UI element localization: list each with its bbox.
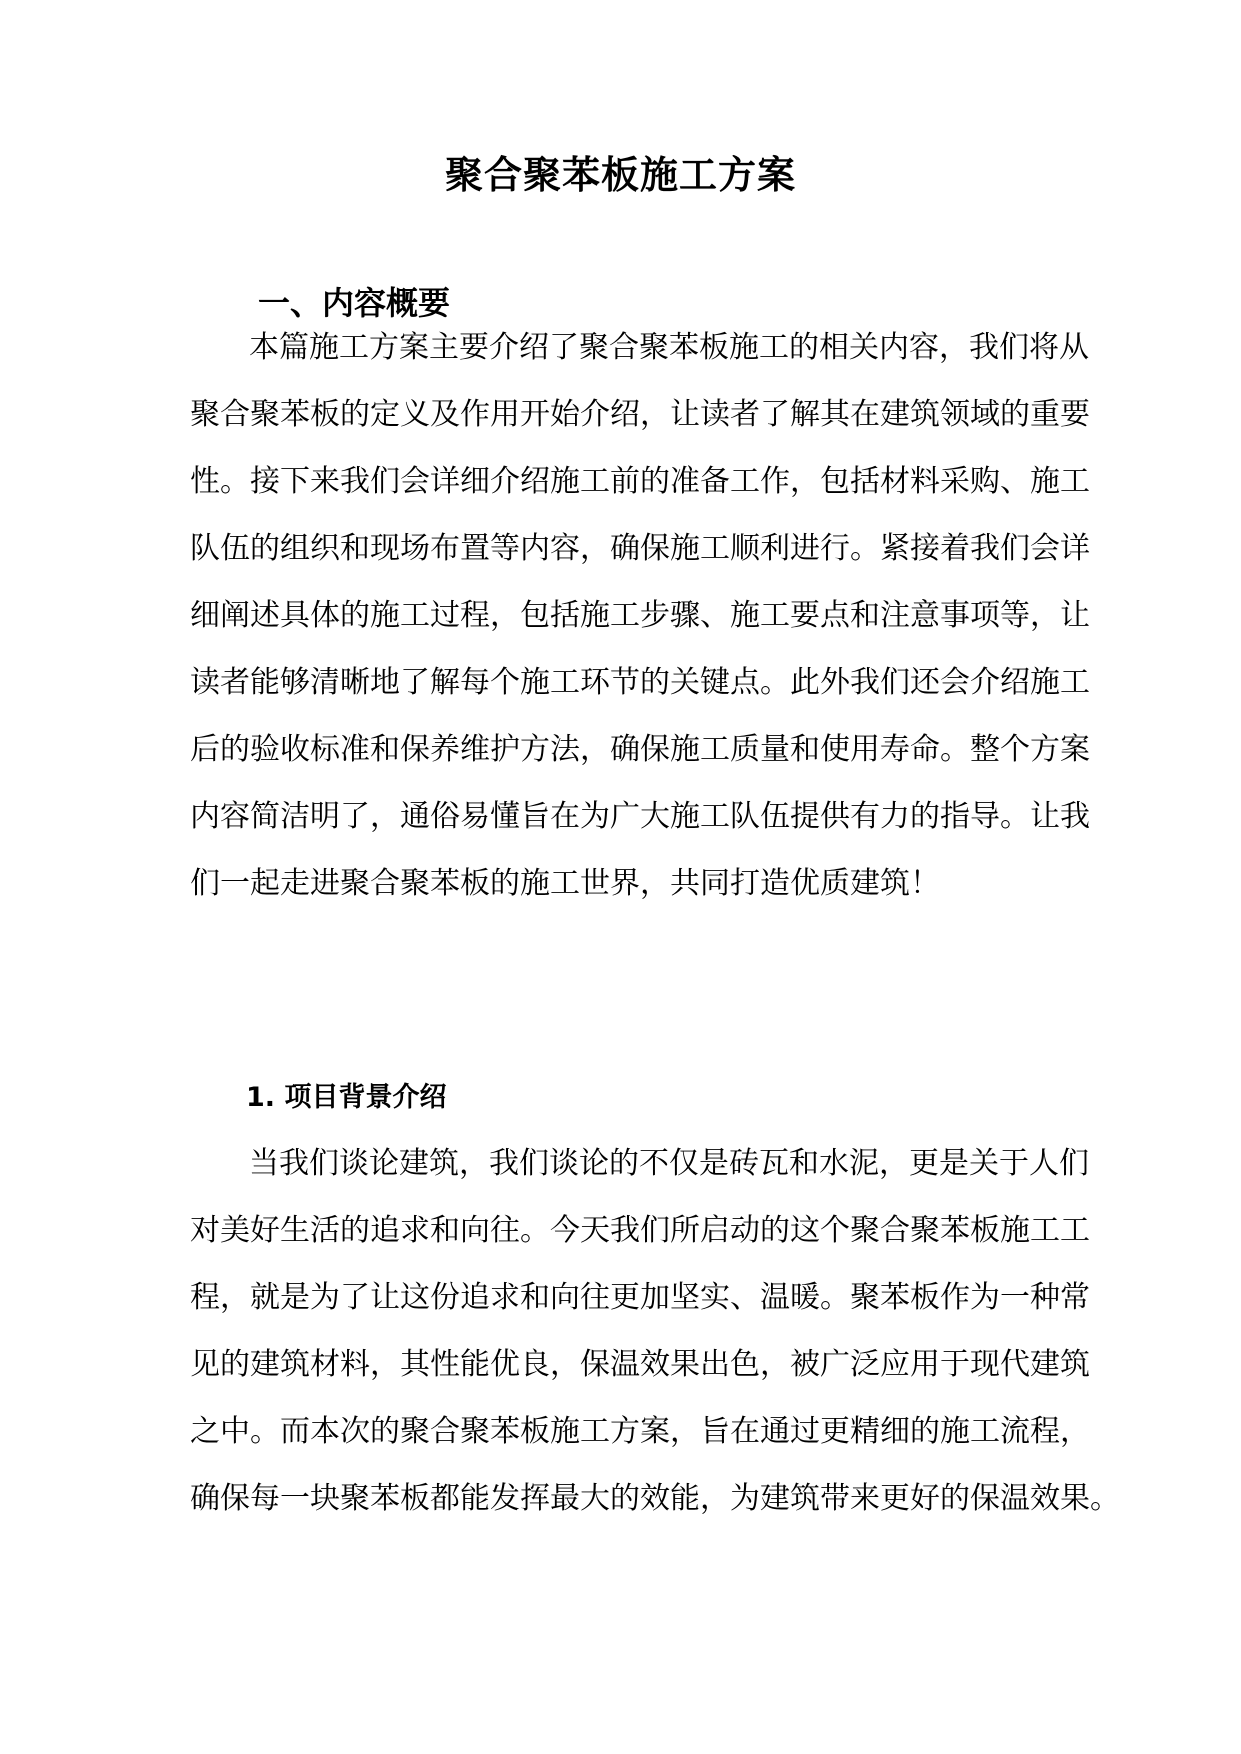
section-heading-summary: 一、内容概要 — [258, 284, 451, 322]
paragraph-line: 程，就是为了让这份追求和向往更加坚实、温暖。聚苯板作为一种常 — [190, 1280, 1090, 1315]
paragraph-line: 内容简洁明了，通俗易懂旨在为广大施工队伍提供有力的指导。让我 — [190, 799, 1090, 834]
paragraph-line: 后的验收标准和保养维护方法，确保施工质量和使用寿命。整个方案 — [190, 732, 1090, 767]
paragraph-line: 们一起走进聚合聚苯板的施工世界，共同打造优质建筑！ — [190, 866, 940, 901]
paragraph-line: 之中。而本次的聚合聚苯板施工方案，旨在通过更精细的施工流程， — [190, 1414, 1090, 1449]
paragraph-line: 确保每一块聚苯板都能发挥最大的效能，为建筑带来更好的保温效果。 — [190, 1481, 1120, 1516]
paragraph-line: 本篇施工方案主要介绍了聚合聚苯板施工的相关内容，我们将从 — [249, 330, 1089, 365]
paragraph-line: 对美好生活的追求和向往。今天我们所启动的这个聚合聚苯板施工工 — [190, 1213, 1090, 1248]
paragraph-line: 读者能够清晰地了解每个施工环节的关键点。此外我们还会介绍施工 — [190, 665, 1090, 700]
paragraph-line: 当我们谈论建筑，我们谈论的不仅是砖瓦和水泥，更是关于人们 — [249, 1146, 1089, 1181]
paragraph-line: 见的建筑材料，其性能优良，保温效果出色，被广泛应用于现代建筑 — [190, 1347, 1090, 1382]
paragraph-line: 队伍的组织和现场布置等内容，确保施工顺利进行。紧接着我们会详 — [190, 531, 1090, 566]
paragraph-line: 细阐述具体的施工过程，包括施工步骤、施工要点和注意事项等，让 — [190, 598, 1090, 633]
paragraph-line: 聚合聚苯板的定义及作用开始介绍，让读者了解其在建筑领域的重要 — [190, 397, 1090, 432]
subsection-heading-background: 1. 项目背景介绍 — [246, 1082, 447, 1113]
paragraph-line: 性。接下来我们会详细介绍施工前的准备工作，包括材料采购、施工 — [190, 464, 1090, 499]
document-title: 聚合聚苯板施工方案 — [444, 152, 796, 197]
